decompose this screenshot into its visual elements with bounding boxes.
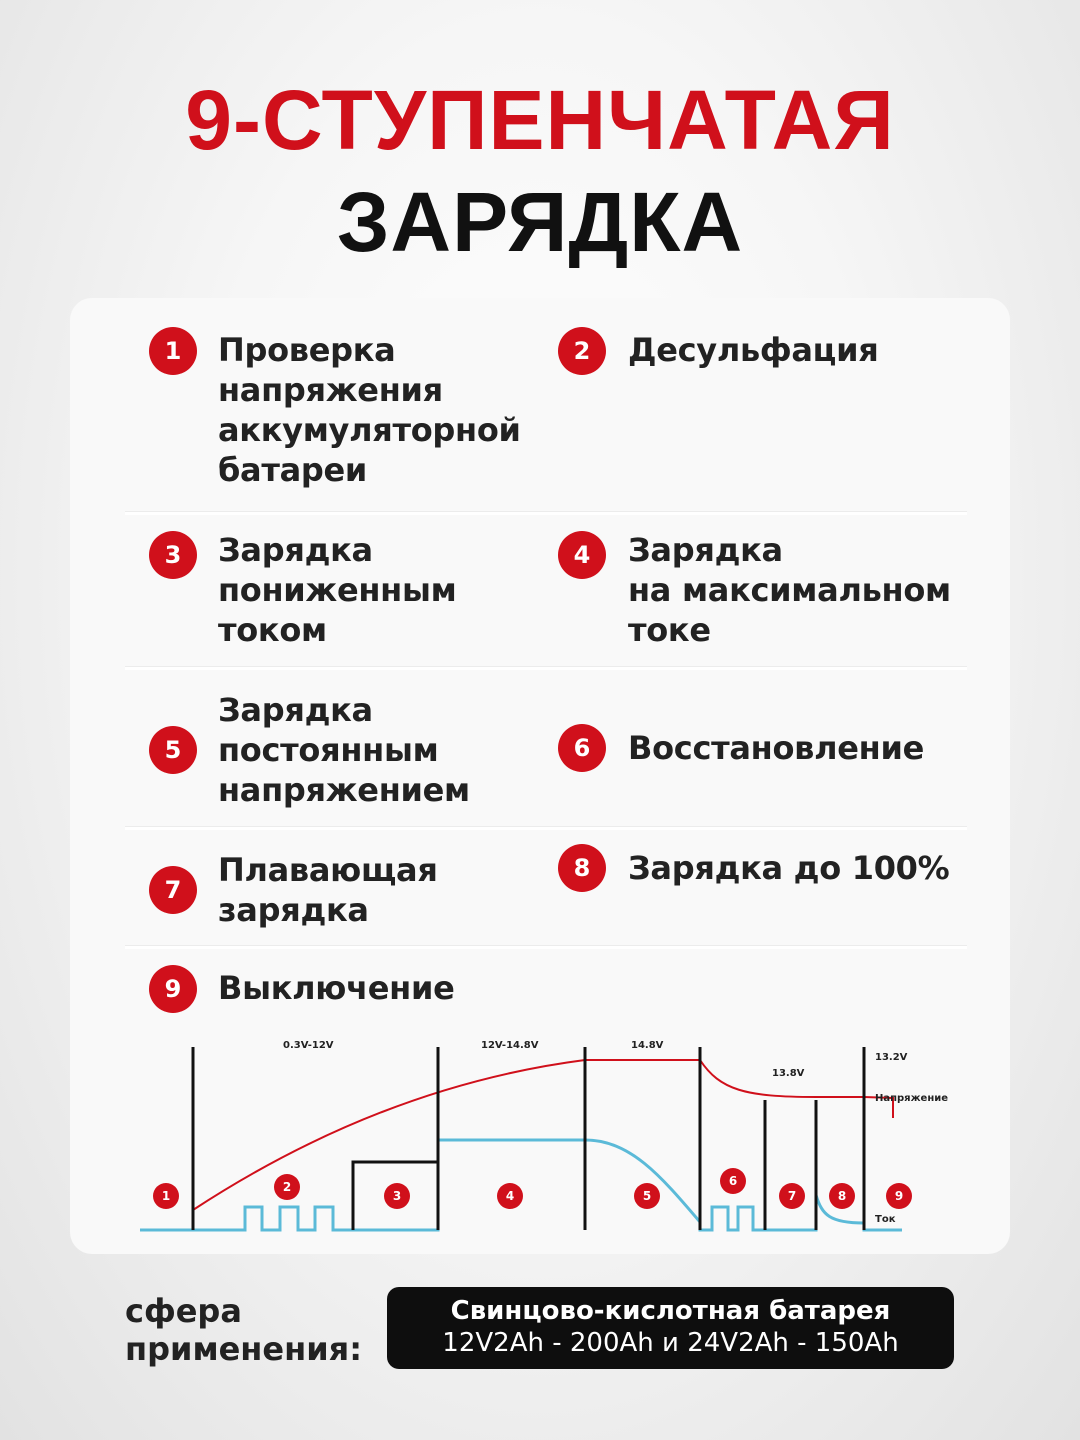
step-number-badge: 7 (149, 866, 197, 914)
step-number-badge: 6 (558, 724, 606, 772)
title-line-2: ЗАРЯДКА (336, 175, 744, 269)
step-label: Плавающая зарядка (218, 851, 438, 929)
step-label: Выключение (218, 969, 455, 1007)
stage-marker-1 (153, 1183, 179, 1209)
scope-label: сфера применения: (125, 1292, 362, 1368)
step-number-badge: 9 (149, 965, 197, 1013)
scope-capacity-range: 12V2Ah - 200Ah и 24V2Ah - 150Ah (442, 1328, 899, 1358)
stage-marker-4 (497, 1183, 523, 1209)
stage-marker-5 (634, 1183, 660, 1209)
stage-marker-2 (274, 1174, 300, 1200)
step-label: Десульфация (628, 331, 879, 369)
step-label: Зарядка постоянным напряжением (218, 691, 470, 809)
stage-marker-6 (720, 1168, 746, 1194)
step-number-badge: 2 (558, 327, 606, 375)
step-number-badge: 4 (558, 531, 606, 579)
svg-text:8: 8 (837, 1189, 847, 1203)
svg-text:3: 3 (392, 1189, 402, 1203)
step-label: Восстановление (628, 729, 924, 767)
scope-box (387, 1287, 954, 1369)
voltage-label: 13.2V (875, 1052, 908, 1063)
stage-marker-9 (886, 1183, 912, 1209)
step-label: Зарядка пониженным током (218, 531, 457, 649)
voltage-label: 0.3V-12V (283, 1040, 334, 1051)
voltage-series-label: Напряжение (875, 1093, 949, 1104)
step-number-badge: 3 (149, 531, 197, 579)
stage-marker-3 (384, 1183, 410, 1209)
scope-battery-type: Свинцово-кислотная батарея (450, 1296, 891, 1326)
step-label: Проверка напряжения аккумуляторной батареи (218, 331, 521, 489)
svg-text:5: 5 (642, 1189, 652, 1203)
svg-text:9: 9 (894, 1189, 904, 1203)
stage-marker-7 (779, 1183, 805, 1209)
current-series-label: Ток (875, 1214, 896, 1225)
svg-text:7: 7 (787, 1189, 797, 1203)
voltage-label: 12V-14.8V (481, 1040, 539, 1051)
svg-text:2: 2 (282, 1180, 292, 1194)
svg-text:1: 1 (161, 1189, 171, 1203)
svg-text:4: 4 (505, 1189, 515, 1203)
title-line-1: 9-СТУПЕНЧАТАЯ (185, 73, 895, 167)
step-label: Зарядка до 100% (628, 849, 950, 887)
voltage-label: 13.8V (772, 1068, 805, 1079)
svg-text:6: 6 (728, 1174, 738, 1188)
step-number-badge: 8 (558, 844, 606, 892)
step-number-badge: 1 (149, 327, 197, 375)
step-number-badge: 5 (149, 726, 197, 774)
stage-marker-8 (829, 1183, 855, 1209)
voltage-label: 14.8V (631, 1040, 664, 1051)
step-label: Зарядка на максимальном токе (628, 531, 951, 649)
